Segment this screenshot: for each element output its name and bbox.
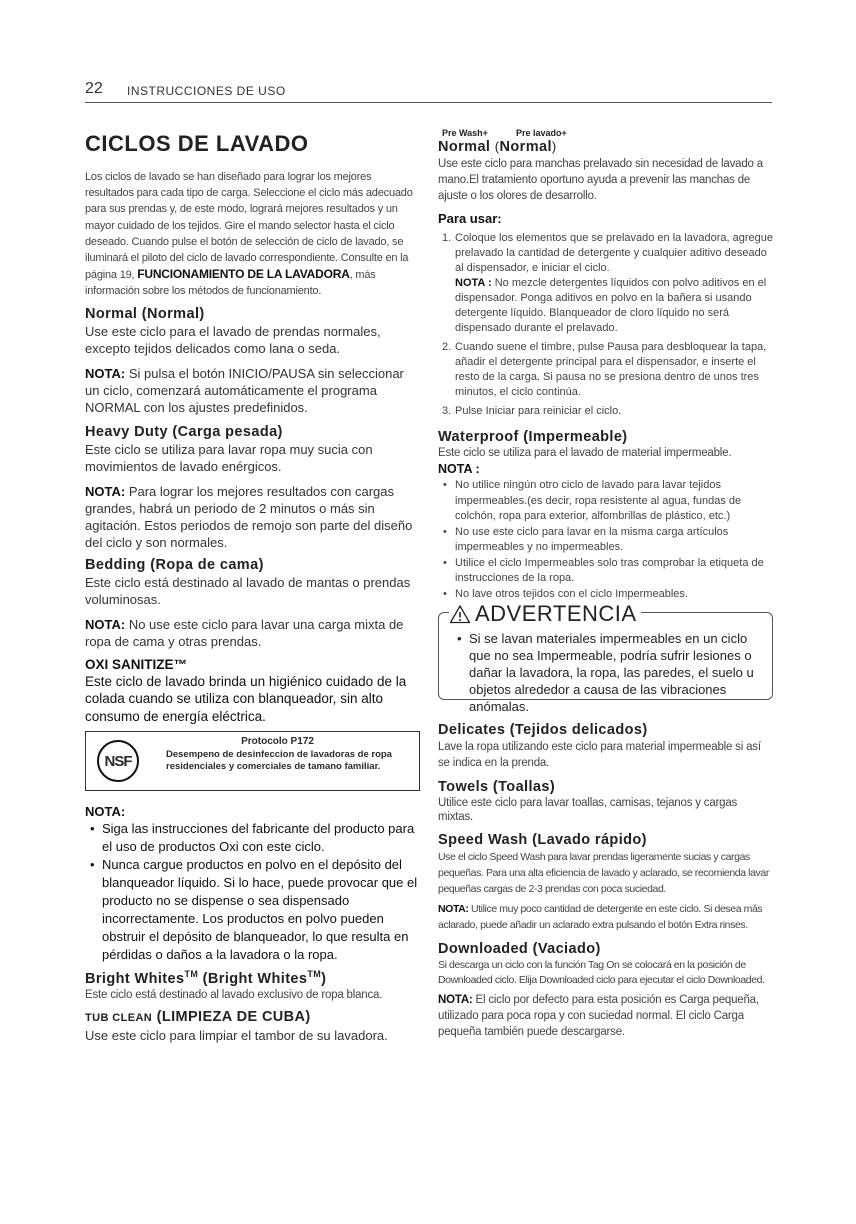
- intro-end: , más información sobre los métodos de funcionamiento.: [85, 269, 376, 298]
- downloaded-heading: Downloaded (Vaciado): [438, 941, 601, 957]
- note-label: NOTA:: [438, 994, 473, 1006]
- normal-note: [85, 365, 420, 416]
- normal-heading: Normal (Normal): [85, 305, 205, 322]
- tub-clean-heading: [85, 1009, 420, 1027]
- page-number: 22: [85, 80, 103, 97]
- note-text: No mezcle detergentes líquidos con polvo aditivos en el dispensador. Ponga aditivos en polvo en la bañera si usando detergente líquido. Blanqueador de cloro líquido no será dispensado durante el prelavado.: [455, 277, 767, 334]
- oxi-note-list: [85, 820, 420, 964]
- step-number: 1.: [442, 232, 452, 244]
- note-label: NOTA:: [85, 616, 126, 632]
- step-text: Coloque los elementos que se prelavado en la lavadora, agregue prelavado la cantidad de detergente y cualquier aditivo deseado al dispensador, e iniciar el ciclo.: [455, 232, 773, 274]
- prewash-label-en: Pre Wash+: [442, 128, 488, 138]
- usage-label: Para usar:: [438, 211, 502, 226]
- step-text: Cuando suene el timbre, pulse Pausa para desbloquear la tapa, añadir el detergente principal para el dispensador, e inserte el resto de la carga. Si pausa no se presiona dentro de unos tres minutos, el ciclo continúa.: [455, 341, 767, 398]
- heavy-duty-text: Este ciclo se utiliza para lavar ropa muy sucia con movimientos de lavado enérgicos.: [85, 441, 373, 474]
- note-label: NOTA :: [455, 277, 492, 289]
- delicates-heading: Delicates (Tejidos delicados): [438, 722, 648, 738]
- heading-part: Normal: [438, 139, 491, 155]
- warning-box: [438, 601, 773, 714]
- note-text: No use este ciclo para lavar una carga mixta de ropa de cama y otras prendas.: [85, 616, 404, 649]
- page-header: [85, 80, 772, 103]
- warning-triangle-icon: [449, 604, 471, 624]
- nsf-protocol-text: Desempeno de desinfeccion de lavadoras de ropa residenciales y comerciales de tamano familiar.: [166, 749, 392, 773]
- oxi-sanitize-heading: OXI SANITIZE™: [85, 656, 188, 672]
- bedding-text: Este ciclo está destinado al lavado de mantas o prendas voluminosas.: [85, 574, 411, 607]
- list-item: • Nunca cargue productos en polvo en el depósito del blanqueador líquido. Si lo hace, puede provocar que el producto no se dispense o sea dispensado incorrectamente. Los productos en polvo pueden obstruir el depósito de blanqueador, lo que resulta en pérdidas o daños a la lavadora o la ropa.: [85, 856, 420, 964]
- step-item: [438, 340, 773, 400]
- note-text: El ciclo por defecto para esta posición es Carga pequeña, utilizado para poca ropa y con suciedad normal. El ciclo Carga pequeña también puede descargarse.: [438, 994, 759, 1038]
- prewash-heading: Normal (Normal): [438, 139, 557, 155]
- waterproof-note-label: NOTA :: [438, 462, 480, 476]
- list-item: • No use este ciclo para lavar en la misma carga artículos impermeables y no impermeables.: [438, 525, 773, 556]
- running-title: INSTRUCCIONES DE USO: [127, 84, 286, 98]
- heading-part: TUB CLEAN: [85, 1011, 153, 1024]
- step-number: 3.: [442, 405, 452, 417]
- section-title: CICLOS DE LAVADO: [85, 131, 309, 156]
- prewash-text: Use este ciclo para manchas prelavado sin necesidad de lavado a mano.El tratamiento oportuno ayuda a prevenir las manchas de ajuste o los olores de desarrollo.: [438, 158, 763, 202]
- intro-text: Los ciclos de lavado se han diseñado para lograr los mejores resultados para cada tipo de carga. Seleccione el ciclo más adecuado para sus prendas y, de este modo, logrará mejores resultados y un mayor cuidado de los tejidos. Gire el mando selector hasta el ciclo deseado. Cuando pulse el botón de selección de ciclo de lavado, se iluminará el piloto del ciclo de lavado correspondiente. Consulte en la página 19,: [85, 171, 413, 282]
- step-item: [438, 231, 773, 336]
- left-column: [85, 131, 420, 1044]
- note-text: Para lograr los mejores resultados con cargas grandes, habrá un periodo de 2 minutos o más sin agitación. Estos periodos de remojo son parte del diseño del ciclo y son normales.: [85, 483, 413, 550]
- trademark: TM: [307, 969, 322, 980]
- note-text: Utilice muy poco cantidad de detergente en este ciclo. Si desea más aclarado, puede añadir un aclarado extra pulsando el botón Extra rinses.: [438, 903, 763, 931]
- nsf-certification-box: [85, 731, 420, 791]
- tub-clean-text: Use este ciclo para limpiar el tambor de su lavadora.: [85, 1027, 388, 1043]
- oxi-note-label: NOTA:: [85, 804, 126, 820]
- downloaded-note: [438, 992, 773, 1040]
- towels-heading: Towels (Toallas): [438, 779, 556, 795]
- heading-part: Bright Whites: [85, 970, 185, 987]
- note-label: NOTA:: [85, 365, 126, 381]
- speed-wash-heading: Speed Wash (Lavado rápido): [438, 832, 647, 848]
- oxi-sanitize-text: Este ciclo de lavado brinda un higiénico cuidado de la colada cuando se utiliza con blanqueador, sin alto consumo de energía eléctrica.: [85, 673, 407, 724]
- list-item: • No utilice ningún otro ciclo de lavado para lavar tejidos impermeables.(es decir, ropa resistente al agua, fundas de colchón, ropa para exterior, alfombrillas de plástico, etc.): [438, 478, 773, 525]
- list-item: • Siga las instrucciones del fabricante del producto para el uso de productos Oxi con este ciclo.: [85, 820, 420, 856]
- bright-whites-text: Este ciclo está destinado al lavado exclusivo de ropa blanca.: [85, 988, 383, 1001]
- list-item: • Si se lavan materiales impermeables en un ciclo que no sea Impermeable, podría sufrir lesiones o dañar la lavadora, la ropa, las paredes, el suelo u objetos alrededor a causa de las vibraciones anómalas.: [455, 630, 762, 715]
- right-column: [438, 126, 773, 1040]
- delicates-text: Lave la ropa utilizando este ciclo para material impermeable si así se indica en la prenda.: [438, 741, 761, 769]
- step-number: 2.: [442, 341, 452, 353]
- trademark: TM: [184, 969, 199, 980]
- speed-wash-text: Use el ciclo Speed Wash para lavar prendas ligeramente sucias y cargas pequeñas. Para una alta eficiencia de lavado y aclarado, se recomienda lavar pequeñas cargas de 2-3 prendas con poca suciedad.: [438, 851, 769, 895]
- waterproof-text: Este ciclo se utiliza para el lavado de material impermeable.: [438, 447, 732, 459]
- waterproof-heading: Waterproof (Impermeable): [438, 429, 628, 445]
- prewash-labels: [438, 126, 773, 142]
- waterproof-note-list: [438, 478, 773, 602]
- heading-part: Normal: [499, 139, 552, 155]
- intro-paragraph: [85, 169, 420, 300]
- intro-bold-link: FUNCIONAMIENTO DE LA LAVADORA: [137, 267, 350, 282]
- towels-text: Utilice este ciclo para lavar toallas, camisas, tejanos y cargas mixtas.: [438, 797, 738, 823]
- heading-part: (Bright Whites: [198, 970, 308, 987]
- prewash-steps: [438, 231, 773, 419]
- heading-part: (LIMPIEZA DE CUBA): [152, 1008, 311, 1025]
- nsf-protocol-title: Protocolo P172: [241, 736, 314, 748]
- bright-whites-heading: [85, 966, 420, 988]
- step-item: [438, 404, 773, 419]
- step-text: Pulse Iniciar para reiniciar el ciclo.: [455, 405, 622, 417]
- note-label: NOTA:: [85, 483, 126, 499]
- downloaded-text: Si descarga un ciclo con la función Tag On se colocará en la posición de Downloaded ciclo. Elija Downloaded ciclo para ejecutar el ciclo Downloaded.: [438, 959, 765, 986]
- note-label: NOTA:: [438, 903, 469, 915]
- normal-text: Use este ciclo para el lavado de prendas normales, excepto tejidos delicados como lana o seda.: [85, 323, 381, 356]
- heavy-duty-note: [85, 483, 420, 551]
- warning-text: [455, 630, 762, 715]
- bedding-heading: Bedding (Ropa de cama): [85, 556, 264, 573]
- list-item: • No lave otros tejidos con el ciclo Impermeables.: [438, 587, 773, 603]
- nsf-logo: NSF: [97, 740, 139, 782]
- prewash-label-es: Pre lavado+: [516, 128, 567, 138]
- warning-title-text: ADVERTENCIA: [475, 601, 637, 626]
- bedding-note: [85, 616, 420, 650]
- warning-title: [449, 601, 641, 627]
- list-item: • Utilice el ciclo Impermeables solo tras comprobar la etiqueta de instrucciones de la ropa.: [438, 556, 773, 587]
- heavy-duty-heading: Heavy Duty (Carga pesada): [85, 423, 283, 440]
- heading-part: ): [321, 970, 327, 987]
- note-text: Si pulsa el botón INICIO/PAUSA sin seleccionar un ciclo, comenzará automáticamente el programa NORMAL con los ajustes predefinidos.: [85, 365, 404, 415]
- speed-wash-note: [438, 901, 773, 933]
